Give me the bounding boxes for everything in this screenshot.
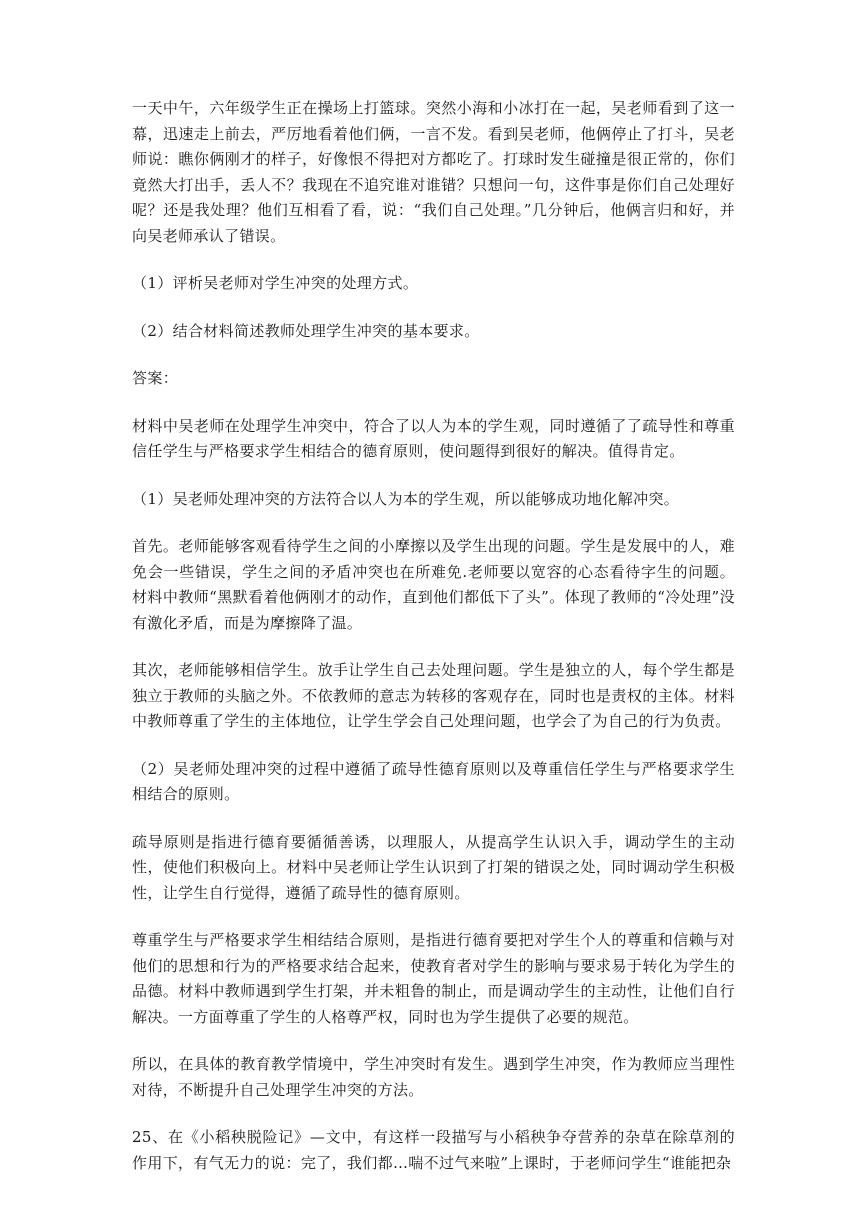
question-2: （2）结合材料简述教师处理学生冲突的基本要求。 [132,321,480,340]
answer-point-second-paragraph: 其次，老师能够相信学生。放手让学生自己去处理问题。学生是独立的人，每个学生都是独立于教师的头脑之外。不依教师的意志为转移的客观存在，同时也是责权的主体。材料中教师尊重了学生的主体地位，让学生学会自己处理问题，也学会了为自己的行为负责。 [132,661,735,730]
document-page [132,96,735,1198]
conclusion-paragraph: 所以，在具体的教育教学情境中，学生冲突时有发生。遇到学生冲突，作为教师应当理性对待，不断提升自己处理学生冲突的方法。 [132,1055,735,1099]
answer-summary-paragraph: 材料中吴老师在处理学生冲突中，符合了以人为本的学生观，同时遵循了了疏导性和尊重信任学生与严格要求学生相结合的德育原则，使问题得到很好的解决。值得肯定。 [132,416,735,460]
answer-heading: 答案： [132,369,179,387]
question-25-paragraph: 25、在《小稻秧脱险记》—文中，有这样一段描写与小稻秧争夺营养的杂草在除草剂的作用下，有气无力的说：完了，我们都…喘不过气来啦”上课时，于老师问学生“谁能把杂 [132,1128,735,1172]
respect-principle-paragraph: 尊重学生与严格要求学生相结结合原则，是指进行德育要把对学生个人的尊重和信赖与对他们的思想和行为的严格要求结合起来，使教育者对学生的影响与要求易于转化为学生的品德。材料中教师遇到学生打架，并未粗鲁的制止，而是调动学生的主动性，让他们自行解决。一方面尊重了学生的人格尊严权，同时也为学生提供了必要的规范。 [132,931,735,1026]
guidance-principle-paragraph: 疏导原则是指进行德育要循循善诱，以理服人，从提高学生认识入手，调动学生的主动性，使他们积极向上。材料中吴老师让学生认识到了打架的错误之处，同时调动学生积极性，让学生自行觉得，遵循了疏导性的德育原则。 [132,832,735,902]
answer-part-2-heading: （2）吴老师处理冲突的过程中遵循了疏导性德育原则以及尊重信任学生与严格要求学生相结合的原则。 [132,759,735,803]
answer-part-1-heading: （1）吴老师处理冲突的方法符合以人为本的学生观，所以能够成功地化解冲突。 [132,489,680,508]
answer-point-first-paragraph: 首先。老师能够客观看待学生之间的小摩擦以及学生出现的问题。学生是发展中的人，难免会一些错误，学生之间的矛盾冲突也在所难免.老师要以宽容的心态看待字生的问题。材料中教师“黑默看着他俩刚才的动作，直到他们都低下了头”。体现了教师的“冷处理”没有激化矛盾，而是为摩擦降了温。 [132,537,735,632]
question-1: （1）评析吴老师对学生冲突的处理方式。 [132,274,419,292]
case-material-paragraph: 一天中午，六年级学生正在操场上打篮球。突然小海和小冰打在一起，吴老师看到了这一幕，迅速走上前去，严厉地看着他们俩，一言不发。看到吴老师，他俩停止了打斗，吴老师说：瞧你俩刚才的样子，好像恨不得把对方都吃了。打球时发生碰撞是很正常的，你们竟然大打出手，丢人不？我现在不追究谁对谁错？只想问一句，这件事是你们自己处理好呢？还是我处理？他们互相看了看，说：“我们自己处理。”几分钟后，他俩言归和好，并向吴老师承认了错误。 [132,99,735,245]
